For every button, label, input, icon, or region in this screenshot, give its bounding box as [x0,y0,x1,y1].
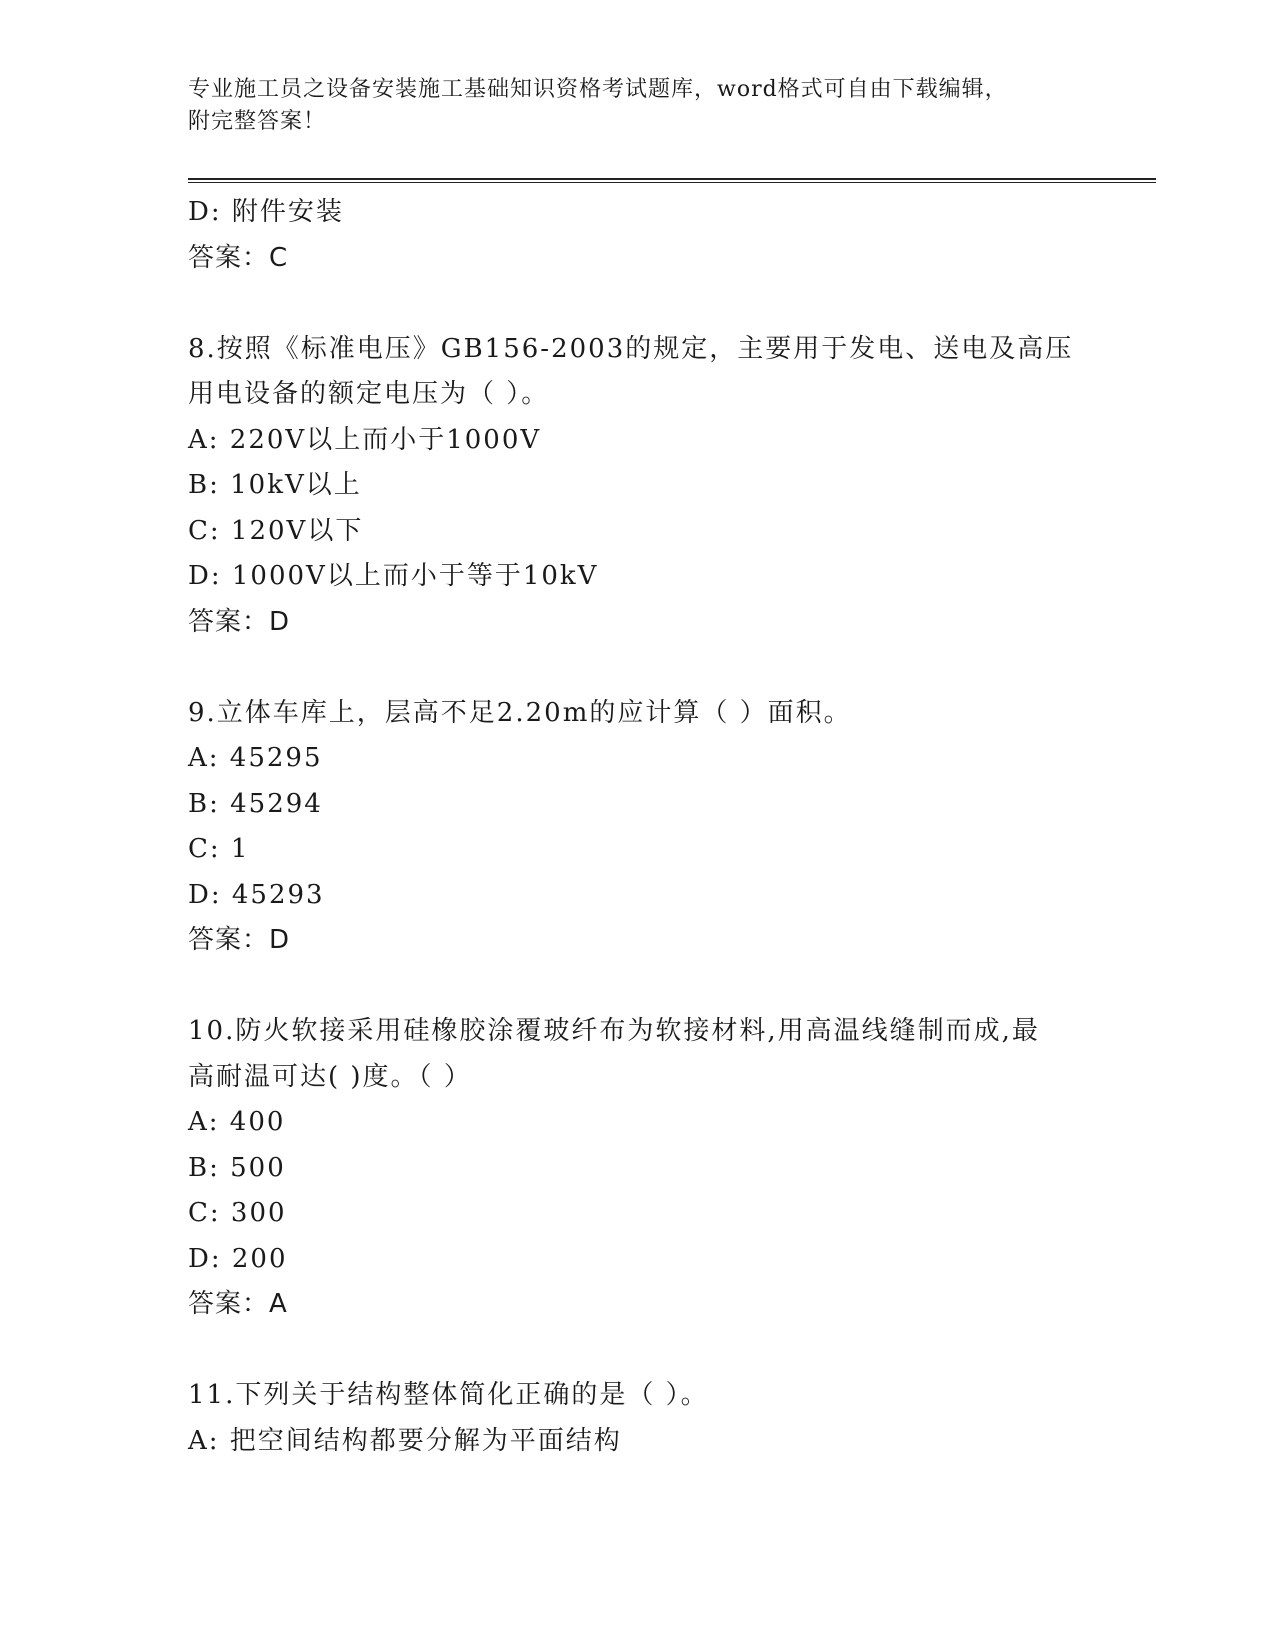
question-10-option-b: B: 500 [188,1152,286,1183]
question-11-option-a: A: 把空间结构都要分解为平面结构 [188,1425,622,1456]
question-9-option-c: C: 1 [188,834,250,864]
question-8-option-b: B: 10kV以上 [188,470,362,500]
header-divider [188,178,1156,183]
question-10-stem-line-1: 10.防火软接采用硅橡胶涂覆玻纤布为软接材料,用高温线缝制而成,最 [188,1016,1040,1046]
spacer [188,1328,1088,1374]
spacer [188,645,1088,691]
document-header [188,74,1088,138]
question-8-stem-line-2: 用电设备的额定电压为（ ）。 [188,379,550,409]
question-10-option-a: A: 400 [188,1107,286,1137]
prev-option-d: D: 附件安装 [188,197,344,227]
question-9-option-a: A: 45295 [188,743,323,773]
question-9 [188,691,1088,964]
question-9-option-d: D: 45293 [188,879,325,910]
question-10-option-d: D: 200 [188,1243,288,1274]
question-10-stem-line-2: 高耐温可达( )度。（ ） [188,1061,472,1092]
question-9-stem-line-1: 9.立体车库上，层高不足2.20m的应计算（ ）面积。 [188,697,852,728]
question-11 [188,1373,1088,1464]
question-8-stem-line-1: 8.按照《标准电压》GB156-2003的规定，主要用于发电、送电及高压 [188,333,1074,364]
question-9-option-b: B: 45294 [188,788,323,819]
question-10-option-c: C: 300 [188,1198,287,1228]
header-line-1: 专业施工员之设备安装施工基础知识资格考试题库，word格式可自由下载编辑， [188,77,1008,102]
spacer [188,964,1088,1010]
question-11-stem-line-1: 11.下列关于结构整体简化正确的是（ ）。 [188,1380,709,1410]
question-10 [188,1009,1088,1328]
question-list [188,190,1088,1464]
prev-answer: 答案：C [188,242,289,273]
question-9-answer: 答案：D [188,925,291,955]
question-8-option-a: A: 220V以上而小于1000V [188,424,542,455]
question-8-option-c: C: 120V以下 [188,515,364,546]
question-8 [188,327,1088,646]
question-8-answer: 答案：D [188,606,291,637]
question-8-option-d: D: 1000V以上而小于等于10kV [188,561,599,591]
header-line-2: 附完整答案！ [188,109,327,134]
question-10-answer: 答案：A [188,1289,288,1319]
spacer [188,281,1088,327]
